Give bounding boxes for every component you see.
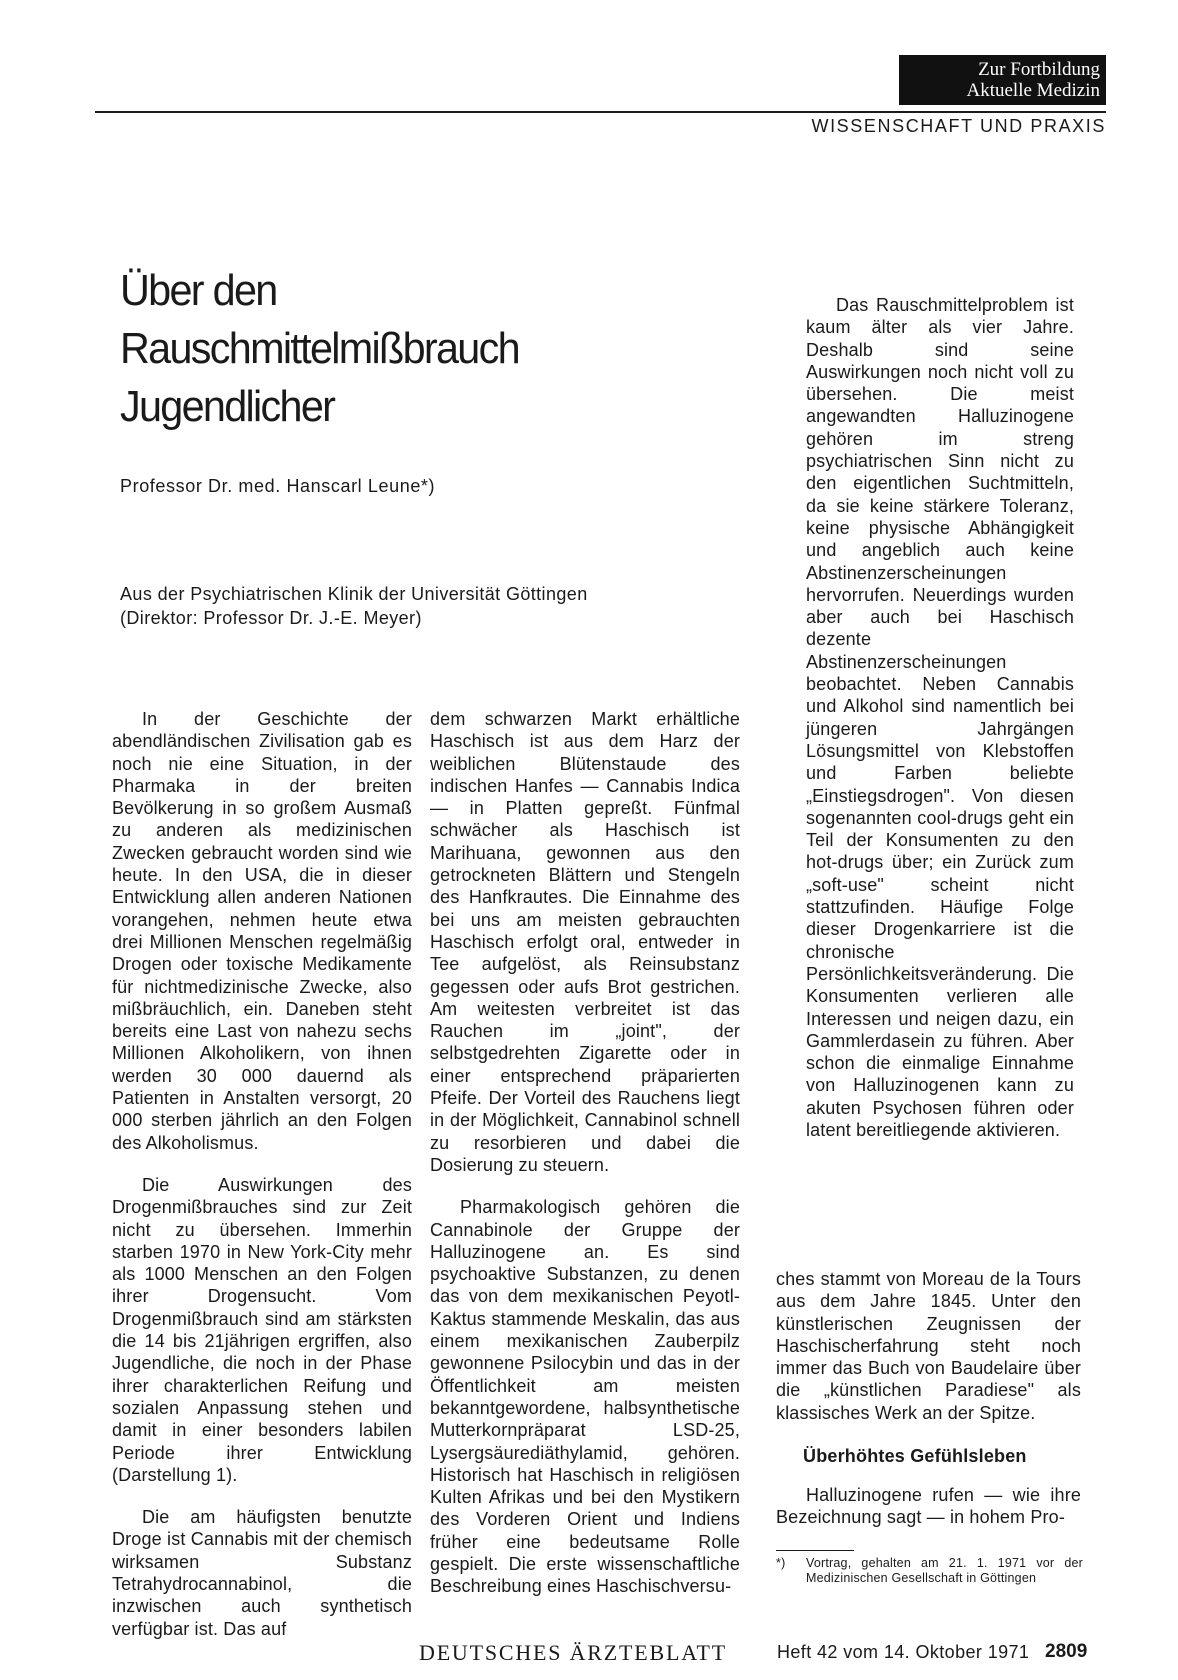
- paragraph: In der Geschichte der abendländischen Zivilisation gab es noch nie eine Situation, in der Pharmaka in der breiten Bevölkerung in so großem Ausmaß zu anderen als medizinischen Zwecken gebraucht worden sind wie heute. In den USA, die in dieser Entwicklung allen anderen Nationen vorangehen, nehmen heute etwa drei Millionen Menschen regelmäßig Drogen oder toxische Medikamente für nichtmedizinische Zwecke, also mißbräuchlich, ein. Daneben steht bereits eine Last von nahezu sechs Millionen Alkoholikern, von ihnen werden 30 000 dauernd als Patienten in Anstalten versorgt, 20 000 sterben jährlich an den Folgen des Alkoholismus.: [112, 709, 412, 1153]
- body-column-3-continued: [776, 1268, 1081, 1424]
- issue-info: Heft 42 vom 14. Oktober 1971: [777, 1642, 1030, 1662]
- paragraph: dem schwarzen Markt erhältliche Haschisch ist aus dem Harz der weiblichen Blütenstaude des indischen Hanfes — Cannabis Indica — in Platten gepreßt. Fünfmal schwächer als Haschisch ist Marihuana, gewonnen aus den getrockneten Blättern und Stengeln des Hanfkrautes. Die Einnahme des bei uns am meisten gebrauchten Haschisch erfolgt oral, entweder in Tee aufgelöst, als Reinsubstanz gegessen oder aufs Brot gestrichen. Am weitesten verbreitet ist das Rauchen im „joint", der selbstgedrehten Zigarette oder in einer entsprechend präparierten Pfeife. Der Vorteil des Rauchens liegt in der Möglichkeit, Cannabinol schnell zu resorbieren und dabei die Dosierung zu steuern.: [430, 709, 740, 1175]
- paragraph: ches stammt von Moreau de la Tours aus dem Jahre 1845. Unter den künstlerischen Zeugnissen der Haschischerfahrung steht noch immer das Buch von Baudelaire über die „künstlichen Paradiese" als klassisches Werk an der Spitze.: [776, 1269, 1081, 1423]
- affiliation: [120, 582, 588, 630]
- paragraph: Pharmakologisch gehören die Cannabinole der Gruppe der Halluzinogene an. Es sind psychoaktive Substanzen, zu denen das von dem mexikanischen Peyotl-Kaktus stammende Meskalin, das aus einem mexikanischen Zauberpilz gewonnene Psilocybin und das in der Öffentlichkeit am meisten bekanntgewordene, halbsynthetische Mutterkornpräparat LSD-25, Lysergsäurediäthylamid, gehören. Historisch hat Haschisch in religiösen Kulten Afrikas und bei den Mystikern des Vorderen Orient und Indiens früher eine bedeutsame Rolle gespielt. Die erste wissenschaftliche Beschreibung eines Haschischversu-: [430, 1197, 740, 1597]
- title-line-2: Rauschmittelmißbrauch: [120, 324, 519, 373]
- section-tag: [899, 55, 1106, 105]
- footnote-text: Vortrag, gehalten am 21. 1. 1971 vor der Medizinischen Gesellschaft in Göttingen: [806, 1556, 1083, 1585]
- body-column-1: [112, 708, 412, 1640]
- footnote-rule: [776, 1550, 854, 1551]
- section-tag-line2: Aktuelle Medizin: [966, 80, 1100, 101]
- journal-name: DEUTSCHES ÄRZTEBLATT: [419, 1640, 727, 1665]
- body-column-3-top: [806, 294, 1074, 1141]
- affiliation-line-2: (Direktor: Professor Dr. J.-E. Meyer): [120, 608, 422, 628]
- paragraph: Die Auswirkungen des Drogenmißbrauches sind zur Zeit nicht zu übersehen. Immerhin starben 1970 in New York-City mehr als 1000 Menschen an den Folgen ihrer Drogensucht. Vom Drogenmißbrauch sind am stärksten die 14 bis 21jährigen ergriffen, also Jugendliche, die noch in der Phase ihrer charakterlichen Reifung und sozialen Anpassung stehen und damit in einer besonders labilen Periode ihrer Entwicklung (Darstellung 1).: [112, 1174, 412, 1485]
- body-column-2: [430, 708, 740, 1598]
- page-number: 2809: [1045, 1641, 1088, 1662]
- header-rule: [95, 111, 1106, 113]
- paragraph: Das Rauschmittelproblem ist kaum älter als vier Jahre. Deshalb sind seine Auswirkungen noch nicht voll zu übersehen. Die meist angewandten Halluzinogene gehören im streng psychiatrischen Sinn nicht zu den eigentlichen Suchtmitteln, da sie keine stärkere Toleranz, keine physische Abhängigkeit und angeblich auch keine Abstinenzerscheinungen hervorrufen. Neuerdings wurden aber auch bei Haschisch dezente Abstinenzerscheinungen beobachtet. Neben Cannabis und Alkohol sind namentlich bei jüngeren Jahrgängen Lösungsmittel von Klebstoffen und Farben beliebte „Einstiegsdrogen". Von diesen sogenannten cool-drugs geht ein Teil der Konsumenten zu den hot-drugs über; ein Zurück zum „soft-use" scheint nicht stattzufinden. Häufige Folge dieser Drogenkarriere ist die chronische Persönlichkeitsveränderung. Die Konsumenten verlieren alle Interessen und neigen dazu, ein Gammlerdasein zu führen. Aber schon die einmalige Einnahme von Halluzinogenen kann zu akuten Psychosen führen oder latent bereitliegende aktivieren.: [806, 295, 1074, 1140]
- subheading: Überhöhtes Gefühlsleben: [803, 1446, 1027, 1466]
- article-title: [120, 262, 519, 436]
- paragraph: Halluzinogene rufen — wie ihre Bezeichnung sagt — in hohem Pro-: [776, 1485, 1081, 1528]
- footnote-marker: *): [776, 1556, 786, 1570]
- body-column-3-bottom: [776, 1484, 1081, 1529]
- paragraph: Die am häufigsten benutzte Droge ist Cannabis mit der chemisch wirksamen Substanz Tetrahydrocannabinol, die inzwischen auch synthetisch verfügbar ist. Das auf: [112, 1507, 412, 1639]
- author-line: Professor Dr. med. Hanscarl Leune*): [120, 476, 436, 496]
- section-label: WISSENSCHAFT UND PRAXIS: [811, 116, 1106, 136]
- section-tag-line1: Zur Fortbildung: [978, 59, 1100, 80]
- footnote: [776, 1556, 1083, 1586]
- title-line-1: Über den: [120, 266, 277, 315]
- affiliation-line-1: Aus der Psychiatrischen Klinik der Universität Göttingen: [120, 584, 588, 604]
- title-line-3: Jugendlicher: [120, 382, 335, 431]
